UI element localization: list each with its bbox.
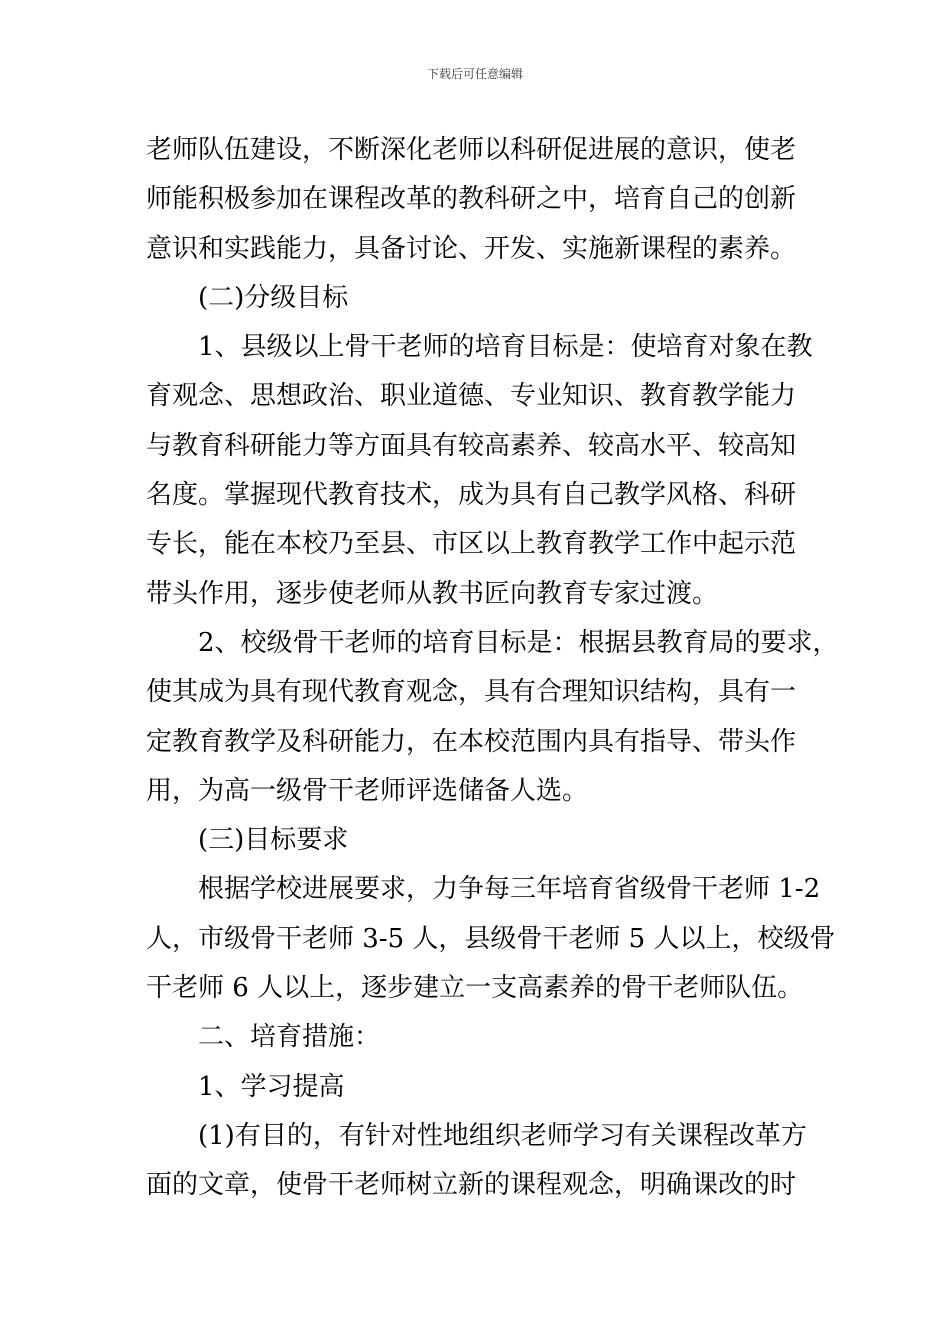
text-line: 使其成为具有现代教育观念，具有合理知识结构，具有一 bbox=[146, 677, 797, 708]
text-line: 根据学校进展要求，力争每三年培育省级骨干老师 1-2 bbox=[198, 874, 821, 905]
text-line: 定教育教学及科研能力，在本校范围内具有指导、带头作 bbox=[146, 726, 797, 757]
text-line: 意识和实践能力，具备讨论、开发、实施新课程的素养。 bbox=[146, 233, 797, 264]
section-heading: 1、学习提高 bbox=[198, 1071, 345, 1102]
text-line: 干老师 6 人以上，逐步建立一支高素养的骨干老师队伍。 bbox=[146, 973, 804, 1004]
text-line: 与教育科研能力等方面具有较高素养、较高水平、较高知 bbox=[146, 430, 797, 461]
text-line: 2、校级骨干老师的培育目标是：根据县教育局的要求， bbox=[198, 627, 839, 658]
page-header: 下载后可任意编辑 bbox=[426, 67, 523, 81]
text-line: 老师队伍建设，不断深化老师以科研促进展的意识，使老 bbox=[146, 135, 797, 165]
text-line: 师能积极参加在课程改革的教科研之中，培育自己的创新 bbox=[146, 184, 797, 215]
section-heading: (二)分级目标 bbox=[198, 282, 349, 313]
text-line: (1)有目的，有针对性地组织老师学习有关课程改革方 bbox=[198, 1120, 807, 1151]
text-line: 带头作用，逐步使老师从教书匠向教育专家过渡。 bbox=[146, 578, 719, 609]
text-line: 1、县级以上骨干老师的培育目标是：使培育对象在教 bbox=[198, 332, 813, 363]
section-heading: 二、培育措施： bbox=[198, 1022, 381, 1053]
text-line: 人，市级骨干老师 3-5 人，县级骨干老师 5 人以上，校级骨 bbox=[146, 923, 836, 954]
text-line: 用，为高一级骨干老师评选储备人选。 bbox=[146, 775, 589, 806]
section-heading: (三)目标要求 bbox=[198, 825, 349, 856]
text-line: 育观念、思想政治、职业道德、专业知识、教育教学能力 bbox=[146, 381, 797, 412]
text-line: 名度。掌握现代教育技术，成为具有自己教学风格、科研 bbox=[146, 480, 797, 511]
text-line: 专长，能在本校乃至县、市区以上教育教学工作中起示范 bbox=[146, 529, 797, 560]
document-body bbox=[146, 126, 839, 1211]
text-line: 面的文章，使骨干老师树立新的课程观念，明确课改的时 bbox=[146, 1170, 797, 1201]
